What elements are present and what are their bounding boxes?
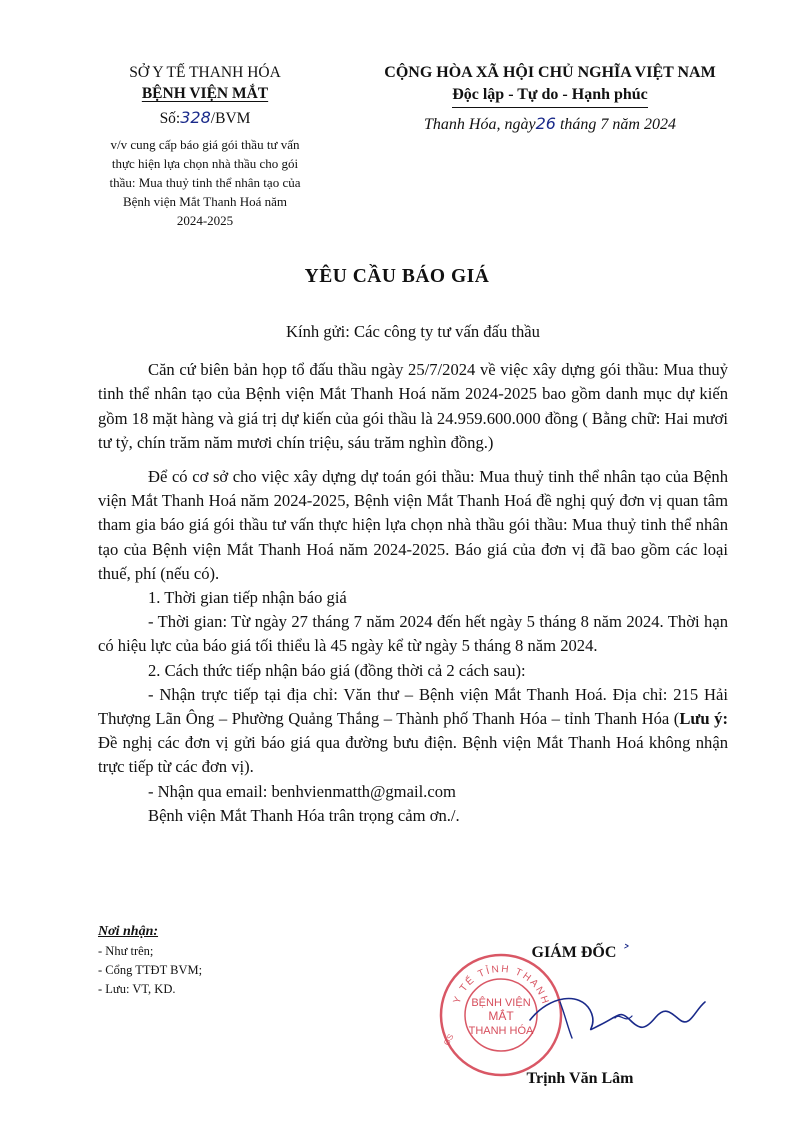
hospital-name: BỆNH VIỆN MẮT xyxy=(141,85,269,102)
date-prefix: Thanh Hóa, ngày xyxy=(424,116,536,133)
direct-text-a: - Nhận trực tiếp tại địa chỉ: Văn thư – Bệnh viện Mắt Thanh Hoá. Địa chỉ: 215 Hải Thượng Lãn Ông – Phường Quảng Thắng – Thành phố Thanh Hóa – tỉnh Thanh Hóa ( xyxy=(98,684,728,729)
document-number xyxy=(80,106,330,131)
national-motto: Độc lập - Tự do - Hạnh phúc xyxy=(452,84,648,108)
greeting: Kính gửi: Các công ty tư vấn đấu thầu xyxy=(286,322,540,341)
subject-line: thầu: Mua thuỷ tinh thể nhân tạo của xyxy=(109,175,301,190)
number-handwritten: 328 xyxy=(180,108,211,127)
issuer-block xyxy=(80,62,330,230)
section-heading-time: 1. Thời gian tiếp nhận báo giá xyxy=(148,588,347,608)
paragraph-basis: Căn cứ biên bản họp tổ đấu thầu ngày 25/7/2024 về việc xây dựng gói thầu: Mua thuỷ tinh thể nhân tạo của Bệnh viện Mắt Thanh Hoá năm 2024-2025 bao gồm danh mục dự kiến gồm 18 mặt hàng và giá trị dự kiến của gói thầu là 24.959.600.000 đồng ( Bằng chữ: Hai mươi tư tỷ, chín trăm năm mươi chín triệu, sáu trăm nghìn đồng.) xyxy=(98,360,728,452)
signer-role xyxy=(470,942,690,962)
agency-name: SỞ Y TẾ THANH HÓA xyxy=(129,64,281,81)
date-day-handwritten: 26 xyxy=(535,114,556,133)
recipients-block xyxy=(98,922,338,999)
direct-text-b: Đề nghị các đơn vị gửi báo giá qua đường bưu điện. Bệnh viện Mắt Thanh Hoá không nhận trực tiếp từ các đơn vị). xyxy=(98,733,728,777)
signer-role-label: GIÁM ĐỐC xyxy=(531,944,617,961)
stamp-line: THANH HÓA xyxy=(468,1025,534,1037)
number-prefix: Số: xyxy=(159,110,181,127)
subject-line: Bệnh viện Mắt Thanh Hoá năm xyxy=(122,194,288,209)
nation-name: CỘNG HÒA XÃ HỘI CHỦ NGHĨA VIỆT NAM xyxy=(384,64,716,81)
section-text-direct xyxy=(98,683,728,780)
national-header xyxy=(340,62,760,137)
initial-mark-icon: ˃ xyxy=(620,942,629,961)
document-body xyxy=(98,320,728,828)
date-suffix: tháng 7 năm 2024 xyxy=(555,116,676,133)
closing-line: Bệnh viện Mắt Thanh Hóa trân trọng cảm ơn./. xyxy=(148,805,460,825)
recipient-item: - Lưu: VT, KD. xyxy=(98,982,176,996)
stamp-ring-text: Y TẾ TỈNH THANH xyxy=(451,963,551,1007)
recipients-heading: Nơi nhận: xyxy=(98,924,159,939)
paragraph-request: Để có cơ sở cho việc xây dựng dự toán gói thầu: Mua thuỷ tinh thể nhân tạo của Bệnh viện Mắt Thanh Hoá năm 2024-2025, Bệnh viện Mắt Thanh Hoá đề nghị quý đơn vị quan tâm tham gia báo giá gói thầu tư vấn thực hiện lựa chọn nhà thầu gói thầu: Mua thuỷ tinh thể nhân tạo của Bệnh viện Mắt Thanh Hoá năm 2024-2025. Báo giá của đơn vị đã bao gồm các loại thuế, phí (nếu có). xyxy=(98,467,728,583)
signature-icon xyxy=(520,990,710,1050)
recipient-item: - Cổng TTĐT BVM; xyxy=(98,963,203,977)
signer-name: Trịnh Văn Lâm xyxy=(526,1070,634,1087)
document-date xyxy=(340,112,760,137)
document-title: YÊU CẦU BÁO GIÁ xyxy=(304,266,490,287)
section-heading-method: 2. Cách thức tiếp nhận báo giá (đồng thời cả 2 cách sau): xyxy=(148,660,526,680)
subject-line-block xyxy=(80,135,330,230)
stamp-line: BỆNH VIỆN xyxy=(471,997,531,1009)
subject-line: 2024-2025 xyxy=(176,213,234,228)
section-text-time: - Thời gian: Từ ngày 27 tháng 7 năm 2024 đến hết ngày 5 tháng 8 năm 2024. Thời hạn có hiệu lực của báo giá tối thiểu là 45 ngày kể từ ngày 5 tháng 8 năm 2024. xyxy=(98,612,728,656)
subject-line: thực hiện lựa chọn nhà thầu cho gói xyxy=(111,156,299,171)
subject-line: v/v cung cấp báo giá gói thầu tư vấn xyxy=(110,137,300,152)
section-text-email: - Nhận qua email: benhvienmatth@gmail.com xyxy=(148,781,456,801)
svg-text:GS: GS xyxy=(441,1032,456,1047)
note-label: Lưu ý: xyxy=(679,709,728,729)
number-suffix: /BVM xyxy=(210,110,251,127)
recipient-item: - Như trên; xyxy=(98,944,154,958)
stamp-line: MẮT xyxy=(488,1009,514,1023)
